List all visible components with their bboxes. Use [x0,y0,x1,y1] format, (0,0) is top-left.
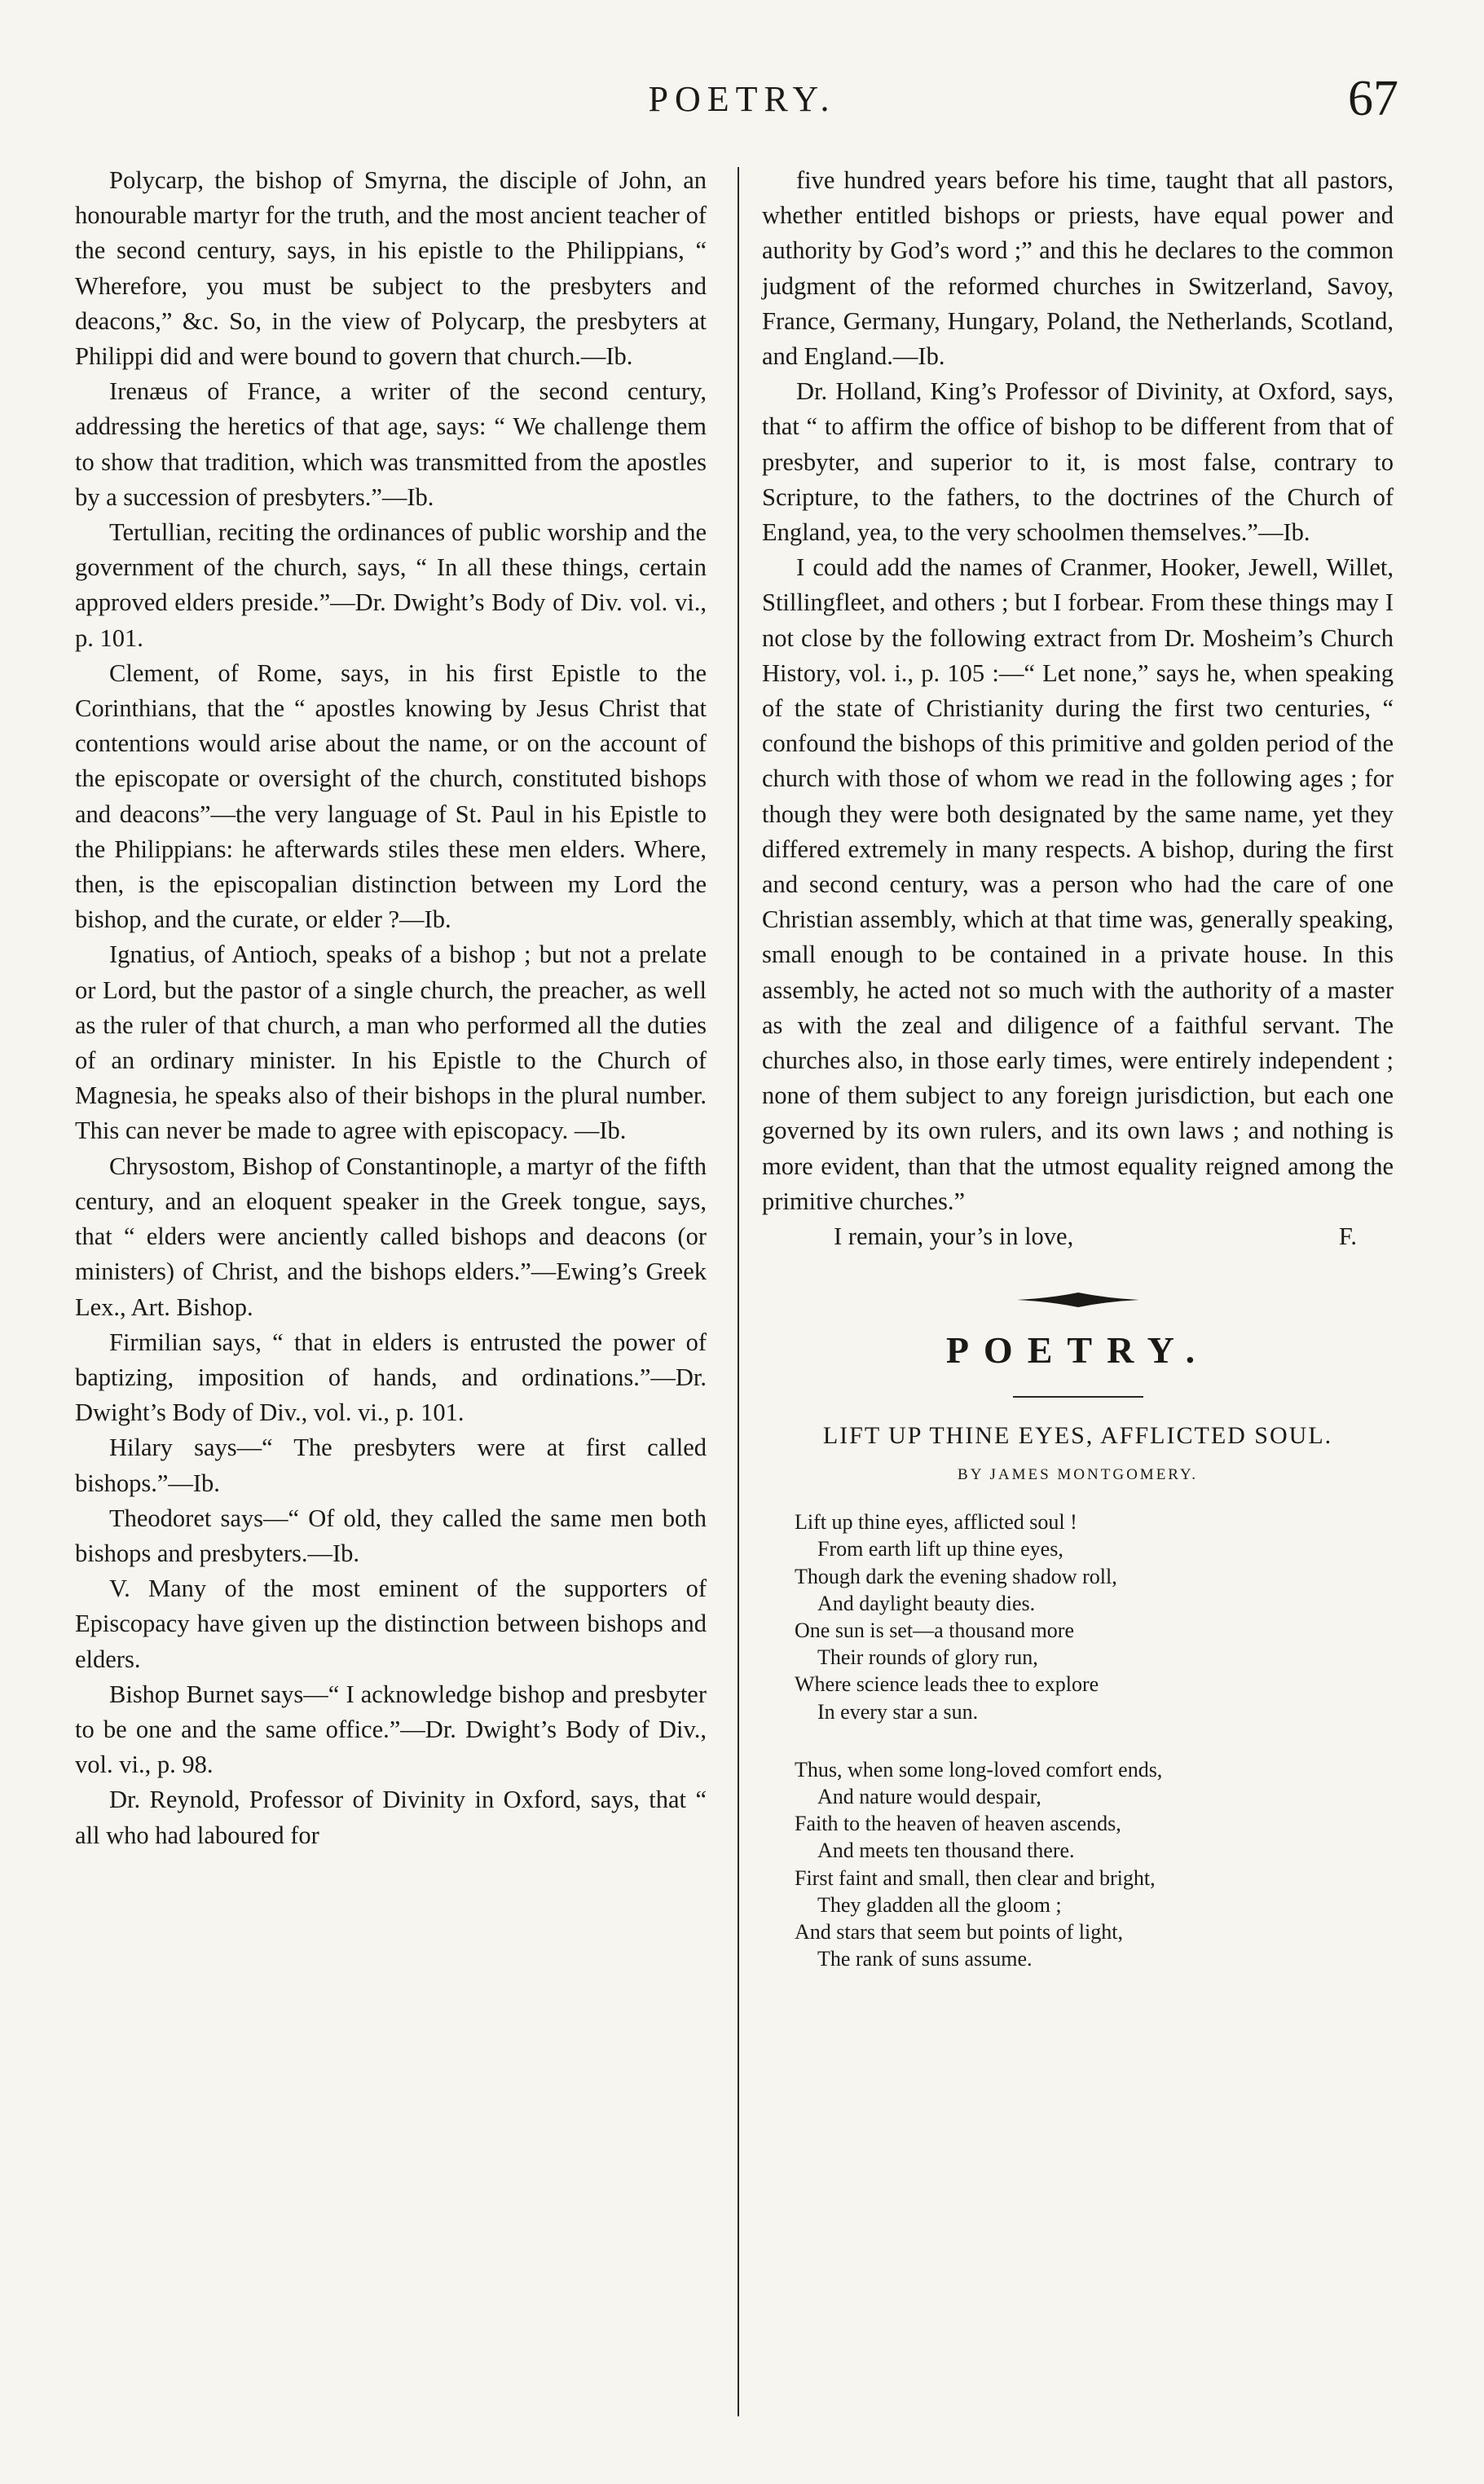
poem-line: And daylight beauty dies. [817,1591,1036,1615]
poem-line: And stars that seem but points of light, [795,1919,1123,1944]
poem-line: First faint and small, then clear and bright, [795,1865,1156,1890]
poem-line: The rank of suns assume. [817,1947,1033,1971]
section-ornament [762,1291,1394,1309]
paragraph-mosheim: I could add the names of Cranmer, Hooker, Jewell, Willet, Stillingfleet, and others ; but I forbear. From these things may I not close by the following extract from Dr. Mosheim’s Church History, vol. i., p. 105 :—“ Let none,” says he, when speaking of the state of Christianity during the first two centuries, “ confound the bishops of this primitive and golden period of the church with those of whom we read in the following ages ; for though they were both designated by the same name, yet they differed extremely in many respects. A bishop, during the first and second century, was a person who had the care of one Christian assembly, which at that time was, generally speaking, small enough to be contained in a private house. In this assembly, he acted not so much with the authority of a master as with the zeal and diligence of a faithful servant. The churches also, in those early times, were entirely independent ; none of them subject to any foreign jurisdiction, but each one governed by its own rulers, and its own laws ; and nothing is more evident, than that the utmost equality reigned among the primitive churches.” [762,553,1394,1215]
running-title: POETRY. [648,79,836,119]
poem-line: Their rounds of glory run, [817,1645,1038,1670]
poem-line: Lift up thine eyes, afflicted soul ! [795,1510,1077,1535]
poem-stanza-1 [795,1508,1394,1725]
paragraph-polycarp: Polycarp, the bishop of Smyrna, the disciple of John, an honourable martyr for the truth, and the most ancient teacher of the second century, says, in his epistle to the Philippians, “ Wherefore, you must be subject to the presbyters and deacons,” &c. So, in the view of Polycarp, the presbyters at Philippi did and were bound to govern that church.—Ib. [75,166,707,371]
paragraph-clement: Clement, of Rome, says, in his first Epistle to the Corinthians, that the “ apostles knowing by Jesus Christ that contentions would arise about the name, or on the account of the episcopate or oversight of the church, constituted bishops and deacons”—the very language of St. Paul in his Epistle to the Philippians: he afterwards stiles these men elders. Where, then, is the episcopalian distinction between my Lord the bishop, and the curate, or elder ?—Ib. [75,658,707,934]
poem-line: They gladden all the gloom ; [817,1892,1062,1917]
poem-line: Faith to the heaven of heaven ascends, [795,1812,1121,1836]
paragraph-irenaeus: Irenæus of France, a writer of the second century, addressing the heretics of that age, says: “ We challenge them to show that tradition, which was transmitted from the apostles by a succession of presbyters.”—Ib. [75,377,707,511]
paragraph-hilary: Hilary says—“ The presbyters were at first called bishops.”—Ib. [75,1434,707,1497]
paragraph-chrysostom: Chrysostom, Bishop of Constantinople, a martyr of the fifth century, and an eloquent speaker in the Greek tongue, says, that “ elders were anciently called bishops and deacons (or ministers) of Christ, and the bishops elders.”—Ewing’s Greek Lex., Art. Bishop. [75,1152,707,1321]
paragraph-theodoret: Theodoret says—“ Of old, they called the same men both bishops and presbyters.—Ib. [75,1504,707,1567]
column-divider [738,167,739,2416]
paragraph-burnet: Bishop Burnet says—“ I acknowledge bishop and presbyter to be one and the same office.”—Dr. Dwight’s Body of Div., vol. vi., p. 98. [75,1680,707,1779]
signoff-text: I remain, your’s in love, [834,1222,1074,1251]
page-header [0,71,1484,135]
left-column [75,163,707,1853]
ornament-rule-icon [1017,1291,1139,1309]
paragraph-reynold-continued: five hundred years before his time, taught that all pastors, whether entitled bishops or priests, have equal power and authority by God’s word ;” and this he declares to the common judgment of the reformed churches in Switzerland, Savoy, France, Germany, Hungary, Poland, the Netherlands, Scotland, and England.—Ib. [762,166,1394,371]
paragraph-holland: Dr. Holland, King’s Professor of Divinity, at Oxford, says, that “ to affirm the office of bishop to be different from that of presbyter, and superior to it, is most false, contrary to Scripture, to the fathers, to the doctrines of the Church of England, yea, to the very schoolmen themselves.”—Ib. [762,377,1394,547]
poem-line: From earth lift up thine eyes, [817,1537,1063,1561]
poem-title: LIFT UP THINE EYES, AFFLICTED SOUL. [822,1422,1333,1450]
poem-line: One sun is set—a thousand more [795,1618,1075,1642]
stanza-gap [795,1725,1394,1756]
poem-line: In every star a sun. [817,1699,979,1724]
signoff-initial: F. [1338,1222,1357,1251]
heading-rule [1013,1396,1143,1398]
page-number: 67 [1348,71,1398,126]
paragraph-firmilian: Firmilian says, “ that in elders is entrusted the power of baptizing, imposition of hands, and ordinations.”—Dr. Dwight’s Body of Div., vol. vi., p. 101. [75,1328,707,1427]
poem-line: And meets ten thousand there. [817,1839,1075,1863]
poetry-section-heading: POETRY. [945,1329,1210,1372]
paragraph-tertullian: Tertullian, reciting the ordinances of public worship and the government of the church, says, “ In all these things, certain approved elders preside.”—Dr. Dwight’s Body of Div. vol. vi., p. 101. [75,518,707,652]
right-column [762,163,1394,1972]
poem-line: And nature would despair, [817,1784,1041,1808]
poem-line: Where science leads thee to explore [795,1672,1099,1697]
poem-author: BY JAMES MONTGOMERY. [958,1466,1198,1484]
paragraph-ignatius: Ignatius, of Antioch, speaks of a bishop ; but not a prelate or Lord, but the pastor of a single church, the preacher, as well as the ruler of that church, a man who performed all the duties of an ordinary minister. In his Epistle to the Church of Magnesia, he speaks also of their bishops in the plural number. This can never be made to agree with episcopacy. —Ib. [75,940,707,1145]
letter-signoff [762,1219,1394,1255]
poem-body [795,1508,1394,1972]
poem-line: Though dark the evening shadow roll, [795,1564,1117,1588]
paragraph-section-v: V. Many of the most eminent of the supporters of Episcopacy have given up the distinction between bishops and elders. [75,1575,707,1673]
paragraph-reynold: Dr. Reynold, Professor of Divinity in Oxford, says, that “ all who had laboured for [75,1786,707,1849]
poem-line: Thus, when some long-loved comfort ends, [795,1757,1163,1782]
poem-stanza-2 [795,1756,1394,1973]
